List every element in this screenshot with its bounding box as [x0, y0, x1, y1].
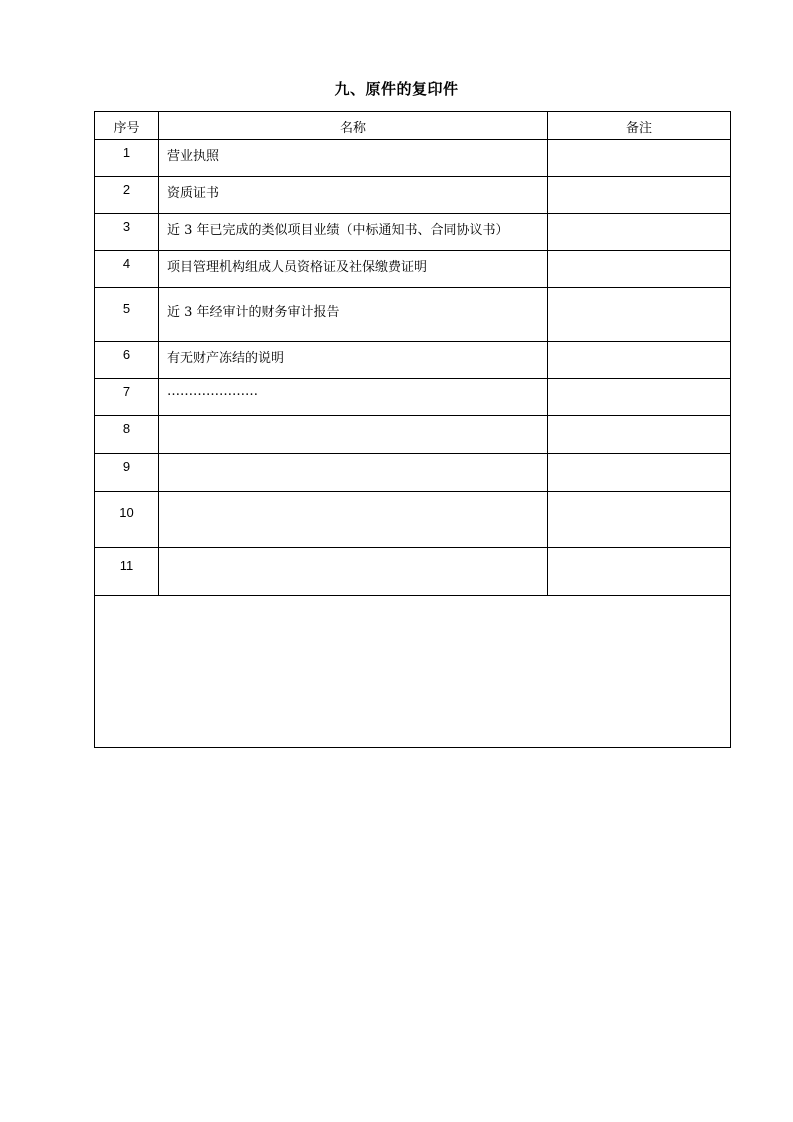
page-title: 九、原件的复印件 — [334, 80, 459, 98]
row-remark — [548, 548, 731, 596]
header-remark: 备注 — [548, 112, 731, 140]
table-row — [95, 492, 731, 548]
footer-blank-area — [95, 596, 731, 748]
documents-table — [94, 111, 731, 748]
row-number: 1 — [95, 140, 159, 177]
table-header-row — [95, 112, 731, 140]
row-remark — [548, 492, 731, 548]
row-name — [159, 492, 548, 548]
table-footer-row — [95, 596, 731, 748]
table-row — [95, 177, 731, 214]
row-remark — [548, 251, 731, 288]
table-row — [95, 288, 731, 342]
row-number: 5 — [95, 288, 159, 342]
table-row — [95, 214, 731, 251]
row-remark — [548, 454, 731, 492]
table-row — [95, 548, 731, 596]
row-name — [159, 548, 548, 596]
row-number: 6 — [95, 342, 159, 379]
table-row — [95, 379, 731, 416]
table-row — [95, 251, 731, 288]
table-row — [95, 140, 731, 177]
row-remark — [548, 342, 731, 379]
row-number: 10 — [95, 492, 159, 548]
row-number: 4 — [95, 251, 159, 288]
row-remark — [548, 379, 731, 416]
row-remark — [548, 416, 731, 454]
row-number: 7 — [95, 379, 159, 416]
row-number: 11 — [95, 548, 159, 596]
row-remark — [548, 177, 731, 214]
row-number: 3 — [95, 214, 159, 251]
row-name: 有无财产冻结的说明 — [159, 342, 548, 379]
header-name: 名称 — [159, 112, 548, 140]
row-number: 9 — [95, 454, 159, 492]
row-remark — [548, 140, 731, 177]
table-row — [95, 454, 731, 492]
row-name: 近 3 年经审计的财务审计报告 — [159, 288, 548, 342]
row-remark — [548, 288, 731, 342]
table-row — [95, 416, 731, 454]
header-no: 序号 — [95, 112, 159, 140]
table-row — [95, 342, 731, 379]
row-remark — [548, 214, 731, 251]
row-name: 项目管理机构组成人员资格证及社保缴费证明 — [159, 251, 548, 288]
row-name: 近 3 年已完成的类似项目业绩（中标通知书、合同协议书） — [159, 214, 548, 251]
row-name: ………………… — [159, 379, 548, 416]
row-name — [159, 416, 548, 454]
row-name: 资质证书 — [159, 177, 548, 214]
row-number: 2 — [95, 177, 159, 214]
row-name — [159, 454, 548, 492]
row-name: 营业执照 — [159, 140, 548, 177]
row-number: 8 — [95, 416, 159, 454]
